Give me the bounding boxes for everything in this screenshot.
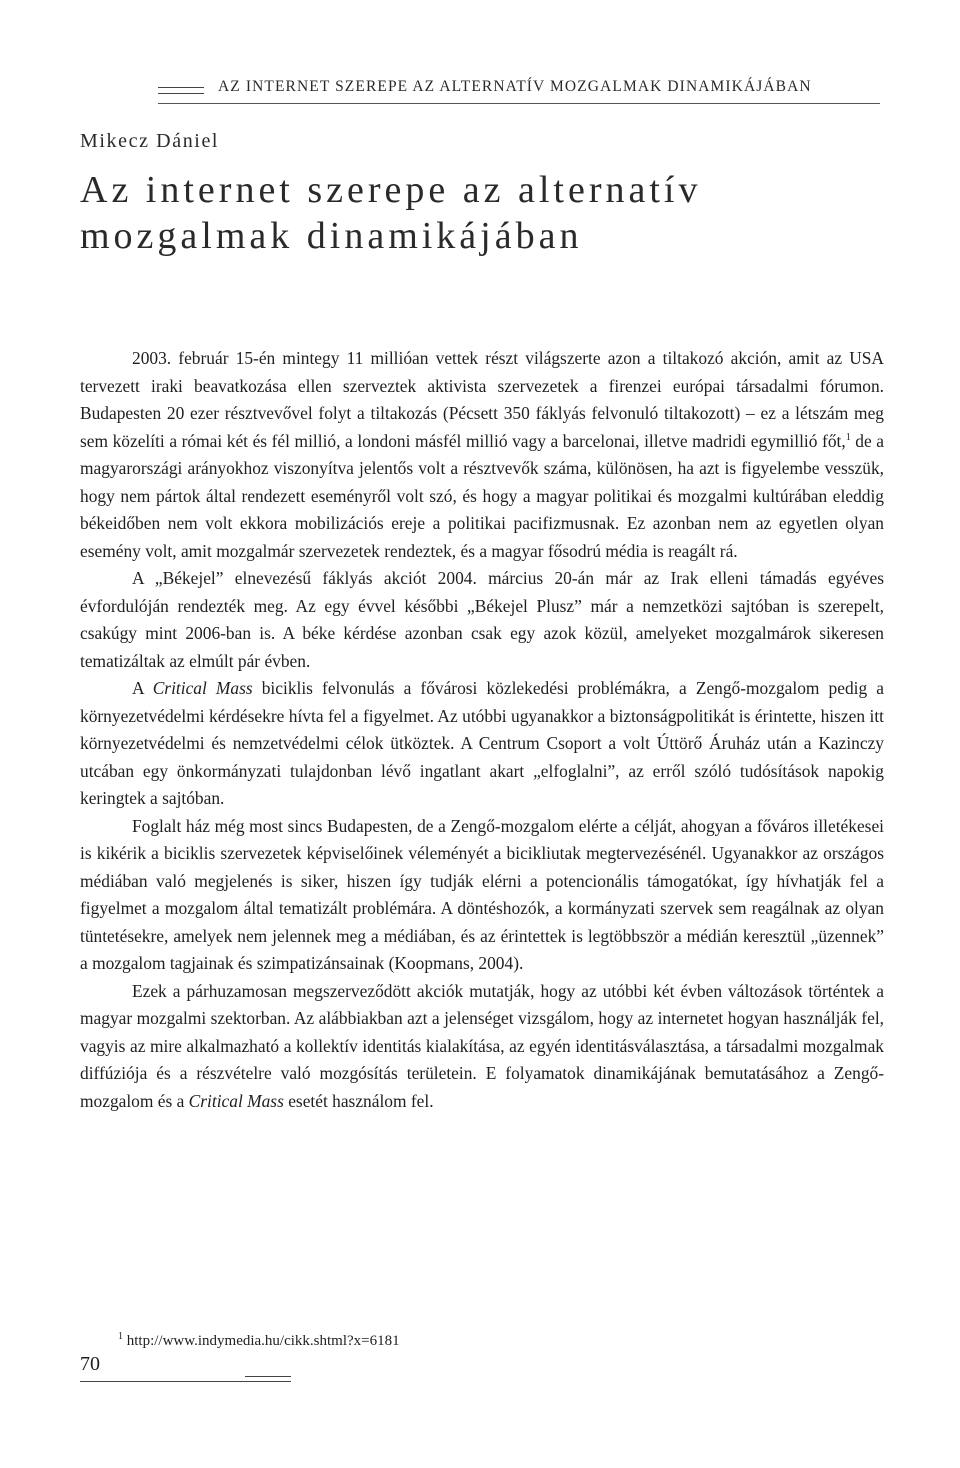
footnote-ref[interactable]: 1: [845, 431, 851, 443]
running-header: [158, 78, 880, 102]
paragraph-3-text-b: biciklis felvonulás a fővárosi közlekedési problémákra, a Zengő-mozgalom pedig a környezetvédelmi kérdésekre hívta fel a figyelmet. Az utóbbi ugyanakkor a biztonságpolitikát is érintette, hiszen itt környezetvédelmi és nemzetvédelmi célok ütköztek. A Centrum Csoport a volt Úttörő Áruház után a Kazinczy utcában egy önkormányzati tulajdonban lévő ingatlant akart „elfoglalni”, az erről szóló tudósítások napokig keringtek a sajtóban.: [80, 678, 884, 808]
title-line-1: Az internet szerepe az alternatív: [80, 169, 702, 211]
paragraph-5: [80, 978, 884, 1116]
title-line-2: mozgalmak dinamikájában: [80, 215, 583, 257]
running-header-text: AZ INTERNET SZEREPE AZ ALTERNATÍV MOZGALMAK DINAMIKÁJÁBAN: [218, 78, 812, 95]
paragraph-5-text-b: esetét használom fel.: [283, 1090, 434, 1111]
footer-rule-ornament: [245, 1376, 291, 1382]
footnote: [118, 1333, 400, 1350]
article-body: [80, 345, 884, 1115]
article-title: [80, 167, 702, 259]
page-number: 70: [80, 1353, 100, 1375]
paragraph-1-text-b: de a magyarországi arányokhoz viszonyítva jelentős volt a résztvevők száma, különösen, ha azt is figyelembe vesszük, hogy nem pártok által rendezett eseményről volt szó, és hogy a magyar politikai és mozgalmi kultúrában eleddig békeidőben nem volt ekkora mobilizációs ereje a politikai pacifizmusnak. Ez azonban nem az egyetlen olyan esemény volt, amit mozgalmár szervezetek rendeztek, és a magyar fősodrú média is reagált rá.: [80, 430, 884, 561]
paragraph-3-text-a: A: [132, 678, 153, 698]
critical-mass-italic: Critical Mass: [152, 678, 253, 698]
paragraph-2: A „Békejel” elnevezésű fáklyás akciót 2004. március 20-án már az Irak elleni támadás egyéves évfordulóján rendezték meg. Az egy évvel későbbi „Békejel Plusz” már a nemzetközi sajtóban is szerepelt, csakúgy mint 2006-ban is. A béke kérdése azonban csak egy azok közül, amelyeket mozgalmárok sikeresen tematizáltak az elmúlt pár évben.: [80, 568, 884, 671]
paragraph-3: [80, 675, 884, 813]
paragraph-1: [80, 345, 884, 565]
author-name: Mikecz Dániel: [80, 130, 220, 152]
footnote-url[interactable]: http://www.indymedia.hu/cikk.shtml?x=6181: [123, 1333, 400, 1349]
header-divider: [158, 103, 880, 104]
paragraph-5-text-a: Ezek a párhuzamosan megszerveződött akciók mutatják, hogy az utóbbi két évben változások történtek a magyar mozgalmi szektorban. Az alábbiakban azt a jelenséget vizsgálom, hogy az internetet hogyan használják fel, vagyis az mire alkalmazható a kollektív identitás kialakítása, az egyén identitásválasztása, a társadalmi mozgalmak diffúziója és a részvételre való mozgósítás területein. E folyamatok dinamikájának bemutatásához a Zengő-mozgalom és a: [80, 980, 884, 1111]
paragraph-1-text-a: 2003. február 15-én mintegy 11 millióan vettek részt világszerte azon a tiltakozó akción, amit az USA tervezett iraki beavatkozása ellen szerveztek aktivista szervezetek a firenzei európai társadalmi fórumon. Budapesten 20 ezer résztvevővel folyt a tiltakozás (Pécsett 350 fáklyás felvonuló tiltakozott) – ez a létszám meg sem közelíti a római két és fél millió, a londoni másfél millió vagy a barcelonai, illetve madridi egymillió főt,: [80, 348, 884, 451]
critical-mass-italic-2: Critical Mass: [188, 1090, 284, 1111]
paragraph-4: Foglalt ház még most sincs Budapesten, de a Zengő-mozgalom elérte a célját, ahogyan a főváros illetékesei is kikérik a biciklis szervezetek képviselőinek véleményét a bicikliutak megtervezésénél. Ugyanakkor az országos médiában való megjelenés is siker, hiszen így tudják elérni a potencionális támogatókat, így hívhatják fel a figyelmet a mozgalom által tematizált problémára. A döntéshozók, a kormányzati szervek sem reagálnak az olyan tüntetésekre, amelyek nem jelennek meg a médiában, és az érintettek is legtöbbször a médián keresztül „üzennek” a mozgalom tagjainak és szimpatizánsainak (Koopmans, 2004).: [80, 815, 884, 973]
header-rule-ornament: [158, 87, 204, 94]
footnote-mark: 1: [118, 1331, 123, 1342]
